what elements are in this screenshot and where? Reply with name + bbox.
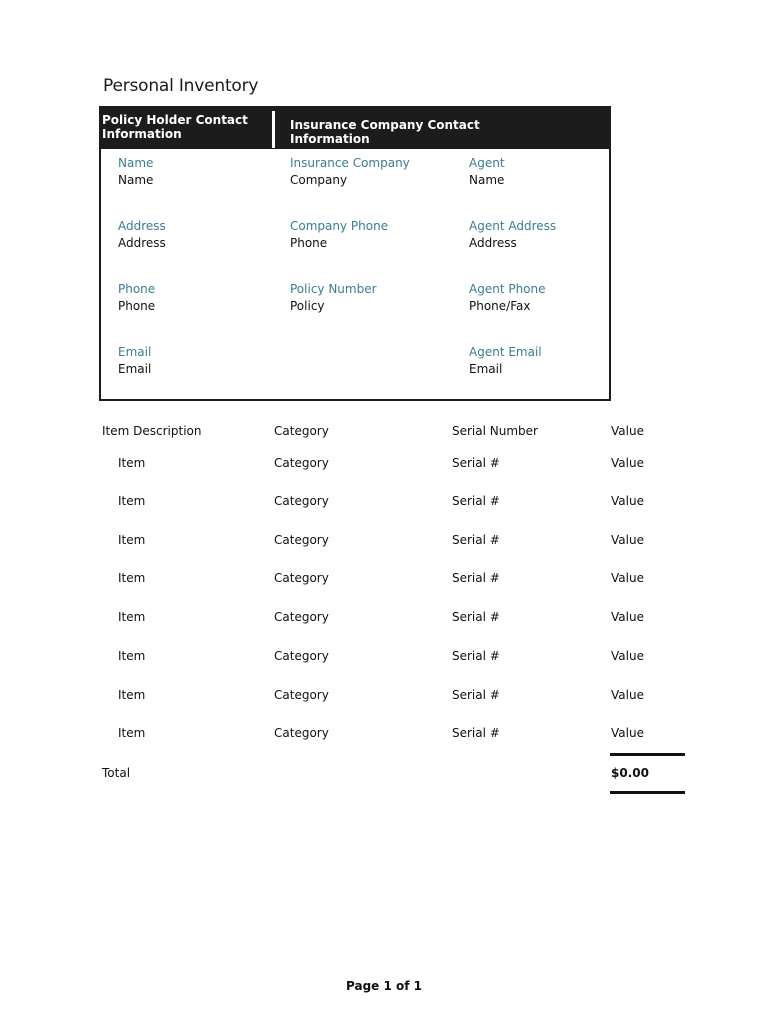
- category-cell[interactable]: Category: [274, 571, 329, 585]
- value-cell[interactable]: Value: [611, 649, 644, 663]
- category-cell[interactable]: Category: [274, 688, 329, 702]
- serial-number-cell[interactable]: Serial #: [452, 649, 500, 663]
- field-label: Company Phone: [290, 219, 389, 233]
- serial-number-cell[interactable]: Serial #: [452, 494, 500, 508]
- column-header-serial-number: Serial Number: [452, 424, 538, 438]
- field-value[interactable]: Phone: [290, 236, 328, 250]
- field-label: Email: [118, 345, 152, 359]
- policy-holder-header: Policy Holder Contact Information: [102, 113, 248, 141]
- value-cell[interactable]: Value: [611, 533, 644, 547]
- category-cell[interactable]: Category: [274, 494, 329, 508]
- total-label: Total: [102, 766, 131, 780]
- insurance-company-header: Insurance Company Contact Information: [290, 118, 480, 146]
- serial-number-cell[interactable]: Serial #: [452, 726, 500, 740]
- serial-number-cell[interactable]: Serial #: [452, 571, 500, 585]
- field-value[interactable]: Email: [118, 362, 152, 376]
- field-value[interactable]: Policy: [290, 299, 325, 313]
- field-label: Name: [118, 156, 154, 170]
- field-value[interactable]: Email: [469, 362, 503, 376]
- category-cell[interactable]: Category: [274, 610, 329, 624]
- category-cell[interactable]: Category: [274, 456, 329, 470]
- category-cell[interactable]: Category: [274, 533, 329, 547]
- total-top-rule: [610, 753, 685, 756]
- column-header-value: Value: [611, 424, 644, 438]
- field-label: Agent Email: [469, 345, 542, 359]
- page-title: Personal Inventory: [103, 76, 259, 96]
- total-bottom-rule: [610, 791, 685, 794]
- value-cell[interactable]: Value: [611, 610, 644, 624]
- field-value[interactable]: Address: [118, 236, 166, 250]
- item-description-cell[interactable]: Item: [118, 688, 146, 702]
- category-cell[interactable]: Category: [274, 649, 329, 663]
- value-cell[interactable]: Value: [611, 456, 644, 470]
- item-description-cell[interactable]: Item: [118, 571, 146, 585]
- field-value[interactable]: Name: [469, 173, 505, 187]
- field-value[interactable]: Phone/Fax: [469, 299, 531, 313]
- serial-number-cell[interactable]: Serial #: [452, 456, 500, 470]
- field-label: Agent Address: [469, 219, 557, 233]
- field-value[interactable]: Address: [469, 236, 517, 250]
- field-value[interactable]: Phone: [118, 299, 156, 313]
- field-label: Insurance Company: [290, 156, 410, 170]
- category-cell[interactable]: Category: [274, 726, 329, 740]
- value-cell[interactable]: Value: [611, 688, 644, 702]
- field-label: Agent: [469, 156, 505, 170]
- total-value: $0.00: [611, 766, 649, 780]
- field-label: Address: [118, 219, 166, 233]
- serial-number-cell[interactable]: Serial #: [452, 533, 500, 547]
- item-description-cell[interactable]: Item: [118, 456, 146, 470]
- value-cell[interactable]: Value: [611, 726, 644, 740]
- field-label: Agent Phone: [469, 282, 546, 296]
- field-label: Phone: [118, 282, 156, 296]
- page-number-footer: Page 1 of 1: [346, 979, 422, 993]
- item-description-cell[interactable]: Item: [118, 610, 146, 624]
- column-header-item-description: Item Description: [102, 424, 202, 438]
- field-value[interactable]: Company: [290, 173, 348, 187]
- field-label: Policy Number: [290, 282, 377, 296]
- serial-number-cell[interactable]: Serial #: [452, 688, 500, 702]
- item-description-cell[interactable]: Item: [118, 494, 146, 508]
- item-description-cell[interactable]: Item: [118, 533, 146, 547]
- item-description-cell[interactable]: Item: [118, 726, 146, 740]
- serial-number-cell[interactable]: Serial #: [452, 610, 500, 624]
- field-value[interactable]: Name: [118, 173, 154, 187]
- column-header-category: Category: [274, 424, 329, 438]
- item-description-cell[interactable]: Item: [118, 649, 146, 663]
- value-cell[interactable]: Value: [611, 494, 644, 508]
- value-cell[interactable]: Value: [611, 571, 644, 585]
